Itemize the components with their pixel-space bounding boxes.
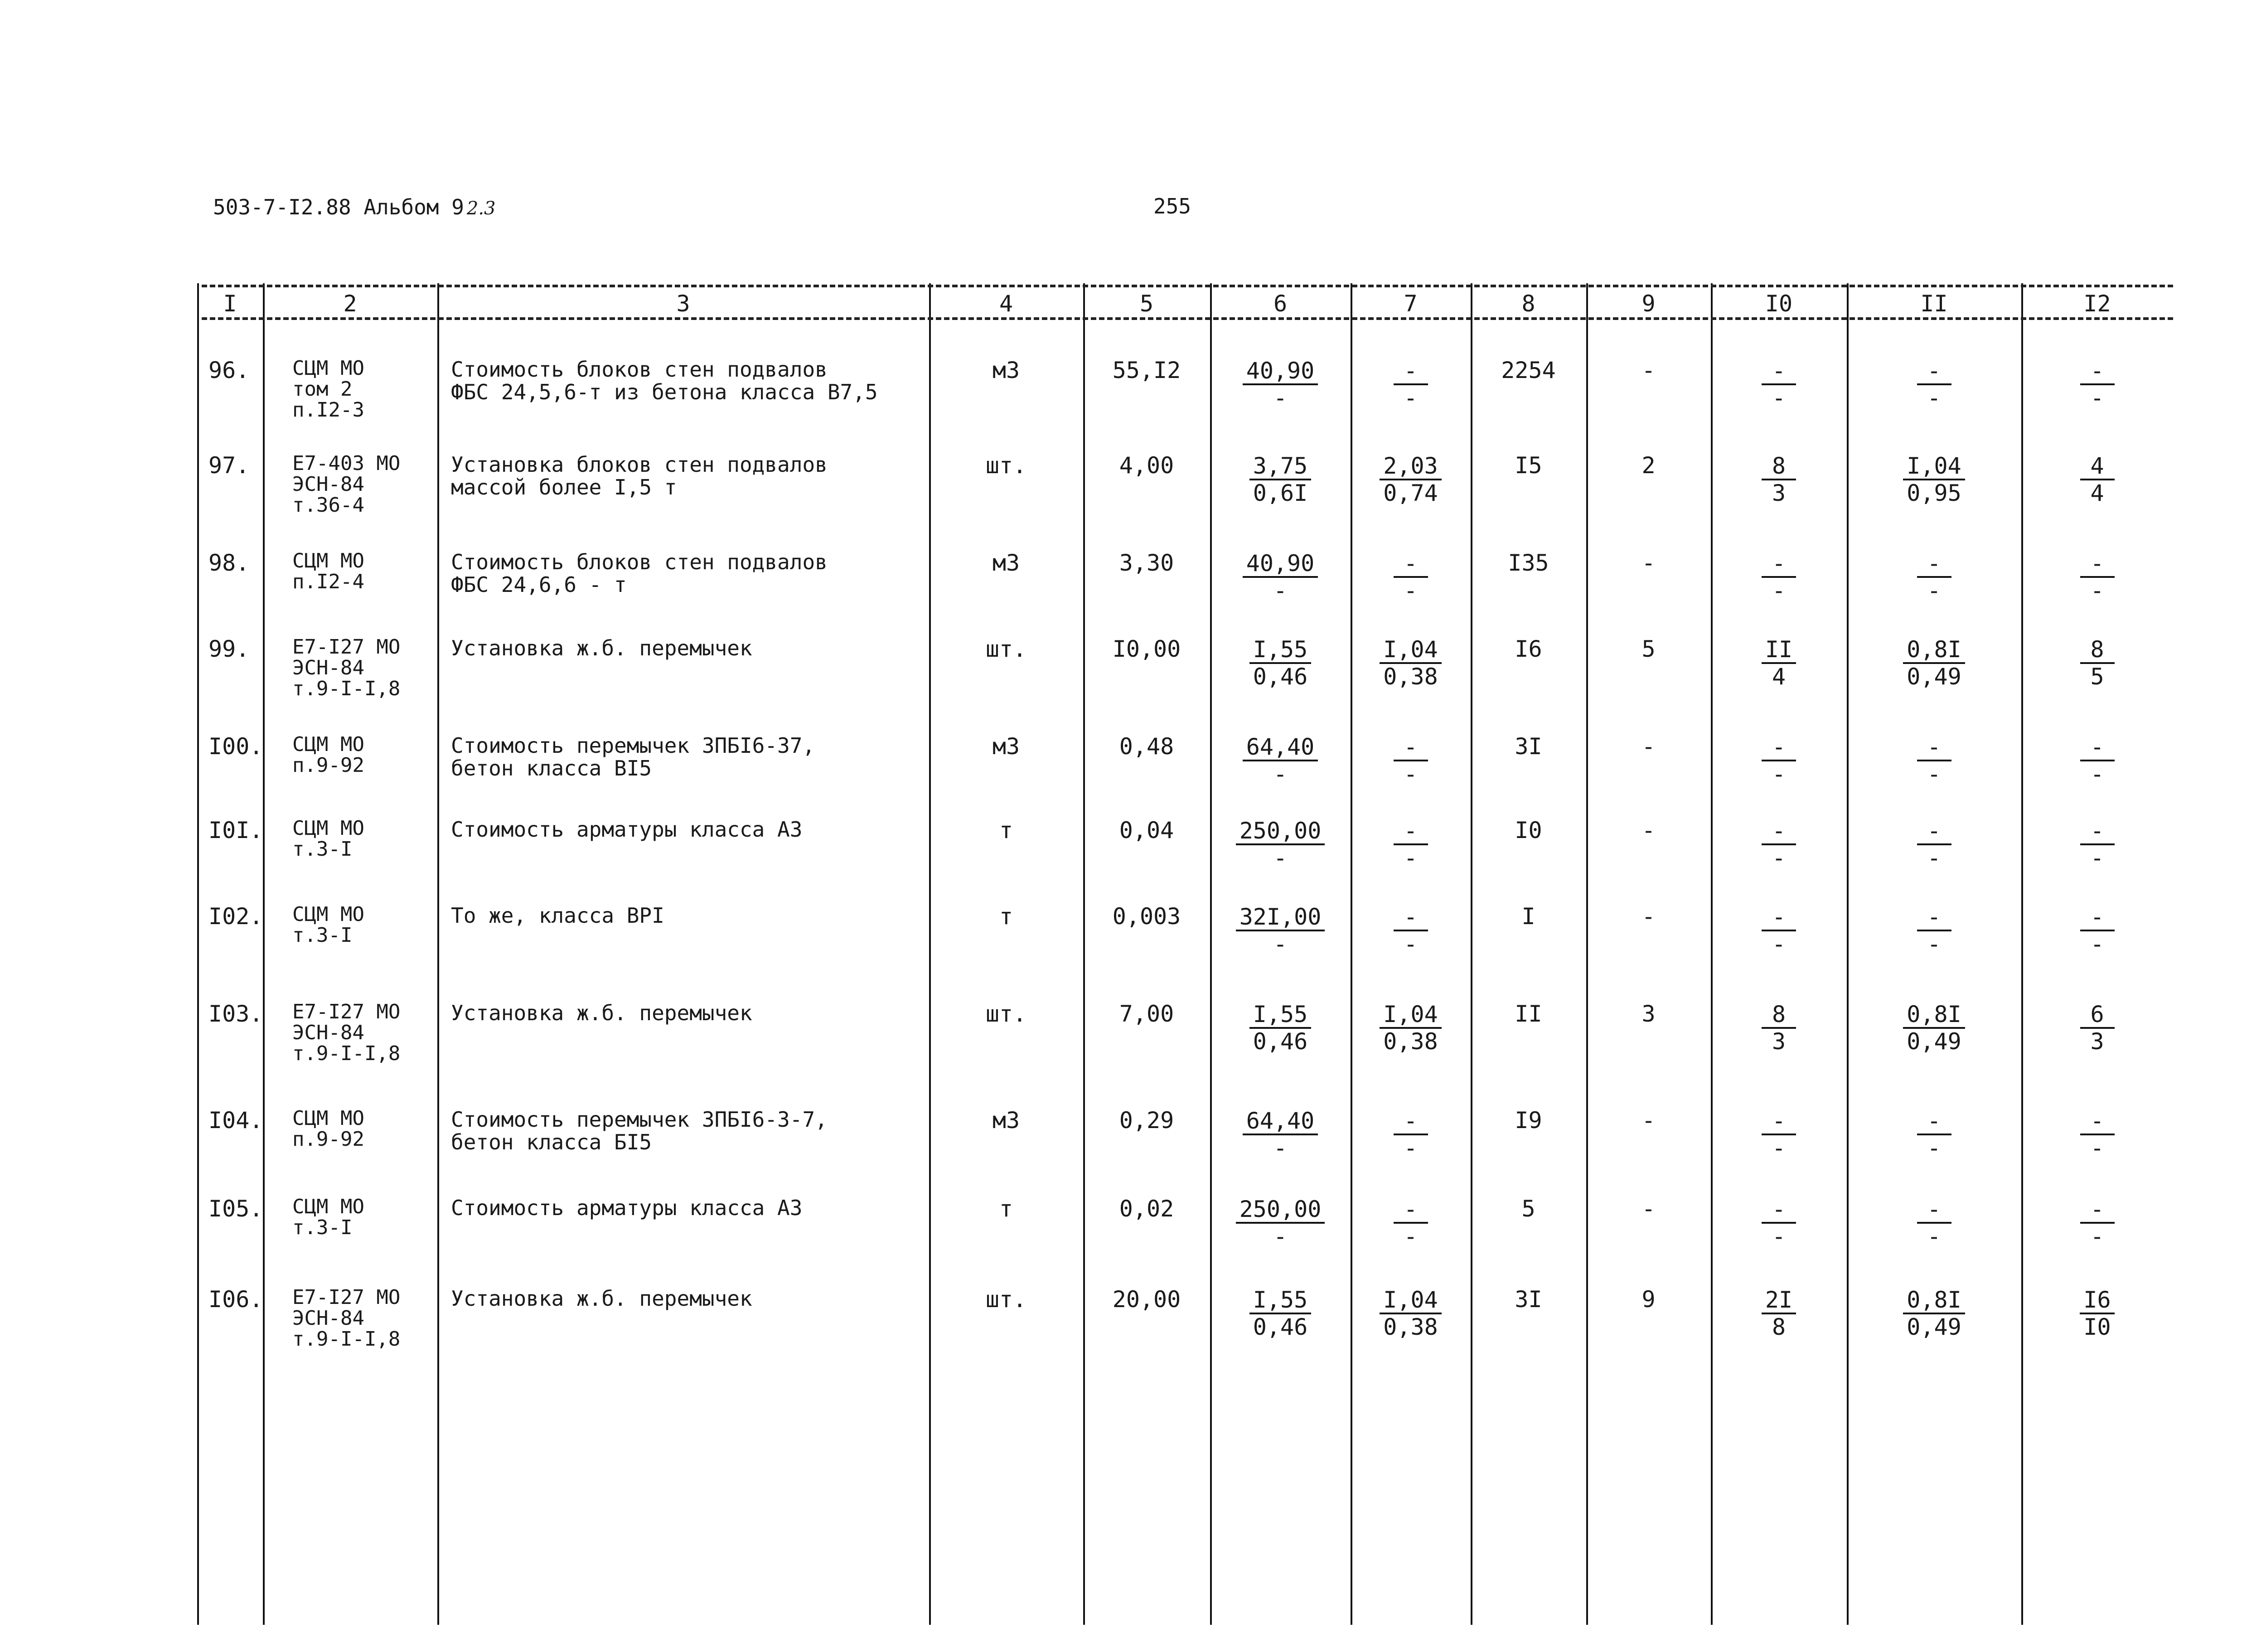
unit-cell: м3 <box>992 550 1020 576</box>
norm-code-line: т.9-I-I,8 <box>292 1327 401 1351</box>
work-description-line: Установка ж.б. перемычек <box>451 636 752 660</box>
work-description-line: То же, класса ВРI <box>451 903 664 928</box>
labor-unit-fraction-top: - <box>1917 358 1951 385</box>
wage-cell: - <box>1641 903 1656 930</box>
unit-cell: шт. <box>985 636 1027 662</box>
column-divider <box>437 283 439 1625</box>
unit-cost-fraction-bottom: 0,46 <box>1253 664 1308 690</box>
operation-cost-fraction-top: - <box>1394 551 1428 578</box>
operation-cost-fraction-bottom: - <box>1404 1223 1418 1250</box>
machine-cost-fraction <box>1711 818 1847 871</box>
unit-cost-fraction-bottom: - <box>1273 845 1288 871</box>
labor-unit-fraction-bottom: 0,49 <box>1907 664 1961 690</box>
page-number: 255 <box>1153 194 1191 218</box>
work-description-line: бетон класса БI5 <box>451 1130 652 1154</box>
norm-code-line: ЭСН-84 <box>292 656 364 679</box>
operation-cost-fraction-bottom: - <box>1404 385 1418 411</box>
machine-cost-fraction-top: - <box>1762 1108 1796 1135</box>
machine-cost-fraction-bottom: 3 <box>1772 1028 1786 1055</box>
quantity-cell: 20,00 <box>1112 1286 1181 1313</box>
unit-cell: т <box>999 1196 1013 1222</box>
column-divider <box>1471 283 1472 1625</box>
wage-cell: 5 <box>1641 636 1656 662</box>
operation-cost-fraction <box>1351 904 1471 957</box>
operation-cost-fraction <box>1351 734 1471 787</box>
work-description-line: Установка блоков стен подвалов <box>451 452 828 477</box>
labor-unit-fraction-bottom: 0,49 <box>1907 1314 1961 1340</box>
norm-code-line: п.9-92 <box>292 754 364 777</box>
norm-code-line: СЦМ МО <box>292 549 364 572</box>
column-header: I2 <box>2083 291 2111 317</box>
work-description-line: Стоимость перемычек ЗПБI6-37, <box>451 733 815 758</box>
norm-code-line: т.36-4 <box>292 494 364 517</box>
norm-code-line: СЦМ МО <box>292 817 364 840</box>
unit-cell: т <box>999 817 1013 843</box>
unit-cost-fraction-bottom: 0,46 <box>1253 1028 1308 1055</box>
labor-unit-fraction <box>1847 1108 2021 1161</box>
labor-unit-fraction <box>1847 734 2021 787</box>
labor-total-fraction-top: - <box>2080 1108 2115 1135</box>
column-header: 6 <box>1273 291 1288 317</box>
row-number: I02. <box>208 903 263 930</box>
column-divider <box>929 283 931 1625</box>
unit-cost-fraction-bottom: 0,6I <box>1253 480 1308 506</box>
machine-cost-fraction <box>1711 904 1847 957</box>
operation-cost-fraction-bottom: 0,74 <box>1383 480 1438 506</box>
work-description-line: Стоимость перемычек ЗПБI6-3-7, <box>451 1107 828 1132</box>
machine-cost-fraction-bottom: - <box>1772 931 1786 957</box>
total-cost-cell: I9 <box>1515 1107 1542 1134</box>
machine-cost-fraction-bottom: 3 <box>1772 480 1786 506</box>
work-description-line: Стоимость блоков стен подвалов <box>451 550 828 574</box>
labor-unit-fraction-bottom: - <box>1927 761 1941 787</box>
header-dashed-rule <box>202 317 2173 320</box>
machine-cost-fraction <box>1711 551 1847 603</box>
labor-total-fraction <box>2021 551 2173 603</box>
norm-code-line: ЭСН-84 <box>292 1307 364 1330</box>
header-dashed-rule <box>202 285 2173 287</box>
column-header: 7 <box>1404 291 1418 317</box>
labor-unit-fraction-top: 0,8I <box>1903 1287 1965 1314</box>
machine-cost-fraction <box>1711 358 1847 411</box>
norm-code-line: том 2 <box>292 378 353 401</box>
column-header: 5 <box>1139 291 1154 317</box>
norm-code-line: т.3-I <box>292 924 353 947</box>
quantity-cell: 55,I2 <box>1112 357 1181 383</box>
unit-cost-fraction-top: 64,40 <box>1243 734 1318 761</box>
labor-unit-fraction-top: - <box>1917 818 1951 845</box>
unit-cell: шт. <box>985 1001 1027 1027</box>
quantity-cell: 0,003 <box>1112 903 1181 930</box>
labor-total-fraction-bottom: 3 <box>2090 1028 2104 1055</box>
wage-cell: - <box>1641 1196 1656 1222</box>
total-cost-cell: 2254 <box>1501 357 1556 383</box>
machine-cost-fraction-top: - <box>1762 1197 1796 1224</box>
operation-cost-fraction-bottom: - <box>1404 761 1418 787</box>
labor-total-fraction-bottom: - <box>2090 1135 2104 1161</box>
row-number: 96. <box>208 357 250 383</box>
machine-cost-fraction-top: - <box>1762 358 1796 385</box>
labor-total-fraction-bottom: - <box>2090 931 2104 957</box>
labor-total-fraction-top: - <box>2080 1197 2115 1224</box>
unit-cost-fraction-top: I,55 <box>1249 1287 1311 1314</box>
quantity-cell: 0,29 <box>1119 1107 1174 1134</box>
unit-cost-fraction <box>1210 453 1351 506</box>
quantity-cell: 0,04 <box>1119 817 1174 843</box>
unit-cost-fraction <box>1210 818 1351 871</box>
norm-code-line: т.3-I <box>292 1216 353 1239</box>
labor-unit-fraction-bottom: - <box>1927 385 1941 411</box>
total-cost-cell: I6 <box>1515 636 1542 662</box>
operation-cost-fraction-top: I,04 <box>1380 1287 1441 1314</box>
norm-code-line: СЦМ МО <box>292 1195 364 1218</box>
machine-cost-fraction-bottom: - <box>1772 577 1786 604</box>
labor-total-fraction-top: 8 <box>2080 637 2115 664</box>
quantity-cell: 4,00 <box>1119 452 1174 479</box>
operation-cost-fraction <box>1351 1287 1471 1340</box>
operation-cost-fraction <box>1351 453 1471 506</box>
column-header: I <box>223 291 237 317</box>
wage-cell: 2 <box>1641 452 1656 479</box>
operation-cost-fraction-bottom: - <box>1404 931 1418 957</box>
labor-total-fraction <box>2021 637 2173 689</box>
machine-cost-fraction <box>1711 734 1847 787</box>
norm-code-line: п.I2-4 <box>292 570 364 593</box>
labor-unit-fraction <box>1847 1002 2021 1054</box>
unit-cost-fraction-bottom: - <box>1273 931 1288 957</box>
machine-cost-fraction-bottom: - <box>1772 845 1786 871</box>
operation-cost-fraction <box>1351 637 1471 689</box>
wage-cell: 3 <box>1641 1001 1656 1027</box>
operation-cost-fraction-top: - <box>1394 358 1428 385</box>
column-divider <box>263 283 265 1625</box>
unit-cost-fraction <box>1210 1108 1351 1161</box>
operation-cost-fraction-bottom: 0,38 <box>1383 1314 1438 1340</box>
unit-cost-fraction <box>1210 1197 1351 1249</box>
operation-cost-fraction-top: - <box>1394 1108 1428 1135</box>
wage-cell: - <box>1641 1107 1656 1134</box>
machine-cost-fraction <box>1711 637 1847 689</box>
wage-cell: - <box>1641 550 1656 576</box>
total-cost-cell: I5 <box>1515 452 1542 479</box>
row-number: I06. <box>208 1286 263 1313</box>
machine-cost-fraction-top: 8 <box>1762 453 1796 480</box>
wage-cell: - <box>1641 817 1656 843</box>
row-number: I03. <box>208 1001 263 1027</box>
row-number: 98. <box>208 550 250 576</box>
unit-cost-fraction-bottom: - <box>1273 577 1288 604</box>
labor-total-fraction <box>2021 1197 2173 1249</box>
machine-cost-fraction-bottom: - <box>1772 385 1786 411</box>
machine-cost-fraction-top: - <box>1762 818 1796 845</box>
labor-total-fraction-top: I6 <box>2080 1287 2114 1314</box>
wage-cell: - <box>1641 357 1656 383</box>
column-header: 4 <box>999 291 1013 317</box>
row-number: 99. <box>208 636 250 662</box>
column-header: 9 <box>1641 291 1656 317</box>
labor-unit-fraction-bottom: - <box>1927 1223 1941 1250</box>
work-description-line: ФБС 24,6,6 - т <box>451 572 627 597</box>
machine-cost-fraction <box>1711 1002 1847 1054</box>
operation-cost-fraction-top: - <box>1394 1197 1428 1224</box>
operation-cost-fraction-bottom: - <box>1404 577 1418 604</box>
unit-cost-fraction <box>1210 637 1351 689</box>
total-cost-cell: 3I <box>1515 733 1542 760</box>
machine-cost-fraction-bottom: - <box>1772 761 1786 787</box>
labor-total-fraction-top: 4 <box>2080 453 2115 480</box>
labor-unit-fraction-top: - <box>1917 1197 1951 1224</box>
labor-unit-fraction-bottom: 0,95 <box>1907 480 1961 506</box>
unit-cost-fraction-bottom: - <box>1273 1135 1288 1161</box>
labor-unit-fraction-bottom: - <box>1927 577 1941 604</box>
column-divider <box>1083 283 1085 1625</box>
labor-total-fraction-top: 6 <box>2080 1002 2115 1029</box>
unit-cell: м3 <box>992 1107 1020 1134</box>
wage-cell: 9 <box>1641 1286 1656 1313</box>
labor-total-fraction <box>2021 818 2173 871</box>
labor-unit-fraction <box>1847 1287 2021 1340</box>
labor-total-fraction-bottom: - <box>2090 1223 2104 1250</box>
work-description-line: бетон класса ВI5 <box>451 756 652 780</box>
column-header: II <box>1920 291 1948 317</box>
unit-cost-fraction <box>1210 904 1351 957</box>
document-code: 503-7-I2.88 Альбом 9 2.3 <box>213 195 496 219</box>
quantity-cell: I0,00 <box>1112 636 1181 662</box>
machine-cost-fraction <box>1711 1197 1847 1249</box>
machine-cost-fraction-top: - <box>1762 904 1796 931</box>
unit-cost-fraction-top: 250,00 <box>1236 1197 1325 1224</box>
unit-cost-fraction-top: 32I,00 <box>1236 904 1325 931</box>
machine-cost-fraction-top: 2I <box>1762 1287 1796 1314</box>
unit-cost-fraction-top: 40,90 <box>1243 358 1318 385</box>
machine-cost-fraction-top: - <box>1762 551 1796 578</box>
row-number: I05. <box>208 1196 263 1222</box>
unit-cost-fraction-top: I,55 <box>1249 637 1311 664</box>
labor-total-fraction-bottom: 4 <box>2090 480 2104 506</box>
labor-total-fraction <box>2021 734 2173 787</box>
operation-cost-fraction-top: I,04 <box>1380 1002 1441 1029</box>
unit-cost-fraction-bottom: - <box>1273 1223 1288 1250</box>
labor-total-fraction-top: - <box>2080 358 2115 385</box>
work-description-line: Стоимость арматуры класса А3 <box>451 817 803 842</box>
labor-total-fraction-top: - <box>2080 734 2115 761</box>
unit-cell: т <box>999 903 1013 930</box>
total-cost-cell: 3I <box>1515 1286 1542 1313</box>
labor-total-fraction <box>2021 1287 2173 1340</box>
labor-unit-fraction-bottom: 0,49 <box>1907 1028 1961 1055</box>
unit-cost-fraction-top: 40,90 <box>1243 551 1318 578</box>
machine-cost-fraction-bottom: 4 <box>1772 664 1786 690</box>
unit-cost-fraction <box>1210 734 1351 787</box>
column-header: 2 <box>343 291 357 317</box>
column-divider <box>1586 283 1588 1625</box>
norm-code-line: Е7-403 МО <box>292 452 401 475</box>
labor-total-fraction-top: - <box>2080 904 2115 931</box>
norm-code-line: ЭСН-84 <box>292 1021 364 1044</box>
wage-cell: - <box>1641 733 1656 760</box>
machine-cost-fraction <box>1711 453 1847 506</box>
labor-total-fraction-bottom: I0 <box>2083 1314 2111 1340</box>
machine-cost-fraction-bottom: - <box>1772 1223 1786 1250</box>
labor-unit-fraction-bottom: - <box>1927 931 1941 957</box>
labor-total-fraction-bottom: - <box>2090 761 2104 787</box>
operation-cost-fraction-top: - <box>1394 904 1428 931</box>
unit-cost-fraction-bottom: - <box>1273 385 1288 411</box>
labor-unit-fraction <box>1847 358 2021 411</box>
labor-total-fraction-bottom: - <box>2090 385 2104 411</box>
operation-cost-fraction <box>1351 818 1471 871</box>
labor-unit-fraction-bottom: - <box>1927 845 1941 871</box>
work-description-line: массой более I,5 т <box>451 475 677 499</box>
unit-cost-fraction-bottom: 0,46 <box>1253 1314 1308 1340</box>
machine-cost-fraction-bottom: - <box>1772 1135 1786 1161</box>
unit-cost-fraction-top: 250,00 <box>1236 818 1325 845</box>
labor-unit-fraction-top: - <box>1917 734 1951 761</box>
operation-cost-fraction <box>1351 1197 1471 1249</box>
labor-unit-fraction <box>1847 1197 2021 1249</box>
norm-code-line: Е7-I27 МО <box>292 1000 401 1023</box>
labor-total-fraction-bottom: - <box>2090 845 2104 871</box>
unit-cell: м3 <box>992 733 1020 760</box>
unit-cell: шт. <box>985 1286 1027 1313</box>
machine-cost-fraction-top: II <box>1762 637 1796 664</box>
unit-cost-fraction-top: 64,40 <box>1243 1108 1318 1135</box>
unit-cost-fraction <box>1210 551 1351 603</box>
unit-cost-fraction <box>1210 1287 1351 1340</box>
work-description-line: Стоимость арматуры класса А3 <box>451 1196 803 1220</box>
norm-code-line: Е7-I27 МО <box>292 635 401 659</box>
unit-cell: шт. <box>985 452 1027 479</box>
machine-cost-fraction-top: - <box>1762 734 1796 761</box>
work-description-line: ФБС 24,5,6-т из бетона класса В7,5 <box>451 380 878 404</box>
norm-code-line: ЭСН-84 <box>292 473 364 496</box>
labor-total-fraction <box>2021 1108 2173 1161</box>
operation-cost-fraction <box>1351 551 1471 603</box>
machine-cost-fraction <box>1711 1287 1847 1340</box>
norm-code-line: т.9-I-I,8 <box>292 1042 401 1065</box>
work-description-line: Стоимость блоков стен подвалов <box>451 357 828 382</box>
column-header: 3 <box>676 291 690 317</box>
unit-cost-fraction-bottom: - <box>1273 761 1288 787</box>
unit-cost-fraction-top: I,55 <box>1249 1002 1311 1029</box>
labor-total-fraction-bottom: 5 <box>2090 664 2104 690</box>
total-cost-cell: I0 <box>1515 817 1542 843</box>
row-number: 97. <box>208 452 250 479</box>
operation-cost-fraction <box>1351 358 1471 411</box>
column-divider <box>197 283 199 1625</box>
labor-total-fraction <box>2021 358 2173 411</box>
labor-unit-fraction-top: I,04 <box>1903 453 1965 480</box>
norm-code-line: СЦМ МО <box>292 357 364 380</box>
operation-cost-fraction-top: - <box>1394 734 1428 761</box>
labor-unit-fraction-top: - <box>1917 1108 1951 1135</box>
norm-code-line: т.9-I-I,8 <box>292 677 401 700</box>
norm-code-line: п.I2-3 <box>292 398 364 421</box>
operation-cost-fraction-top: - <box>1394 818 1428 845</box>
machine-cost-fraction <box>1711 1108 1847 1161</box>
work-description-line: Установка ж.б. перемычек <box>451 1286 752 1311</box>
quantity-cell: 0,02 <box>1119 1196 1174 1222</box>
labor-unit-fraction <box>1847 904 2021 957</box>
quantity-cell: 7,00 <box>1119 1001 1174 1027</box>
machine-cost-fraction-top: 8 <box>1762 1002 1796 1029</box>
norm-code-line: СЦМ МО <box>292 733 364 756</box>
quantity-cell: 0,48 <box>1119 733 1174 760</box>
total-cost-cell: 5 <box>1521 1196 1535 1222</box>
operation-cost-fraction-top: I,04 <box>1380 637 1441 664</box>
work-description-line: Установка ж.б. перемычек <box>451 1001 752 1025</box>
norm-code-line: т.3-I <box>292 838 353 861</box>
labor-unit-fraction-top: 0,8I <box>1903 1002 1965 1029</box>
labor-total-fraction-top: - <box>2080 551 2115 578</box>
operation-cost-fraction-bottom: 0,38 <box>1383 1028 1438 1055</box>
total-cost-cell: II <box>1515 1001 1542 1027</box>
row-number: I04. <box>208 1107 263 1134</box>
unit-cost-fraction <box>1210 1002 1351 1054</box>
unit-cost-fraction <box>1210 358 1351 411</box>
labor-unit-fraction <box>1847 637 2021 689</box>
handwritten-album-note: 2.3 <box>466 198 496 219</box>
column-header: 8 <box>1521 291 1535 317</box>
labor-unit-fraction-bottom: - <box>1927 1135 1941 1161</box>
operation-cost-fraction-bottom: - <box>1404 845 1418 871</box>
labor-total-fraction <box>2021 453 2173 506</box>
labor-total-fraction <box>2021 904 2173 957</box>
operation-cost-fraction <box>1351 1002 1471 1054</box>
labor-unit-fraction-top: 0,8I <box>1903 637 1965 664</box>
total-cost-cell: I <box>1521 903 1535 930</box>
operation-cost-fraction-bottom: - <box>1404 1135 1418 1161</box>
operation-cost-fraction <box>1351 1108 1471 1161</box>
labor-unit-fraction-top: - <box>1917 904 1951 931</box>
norm-code-line: СЦМ МО <box>292 903 364 926</box>
column-header: I0 <box>1765 291 1793 317</box>
norm-code-line: Е7-I27 МО <box>292 1286 401 1309</box>
labor-unit-fraction <box>1847 453 2021 506</box>
unit-cell: м3 <box>992 357 1020 383</box>
labor-unit-fraction <box>1847 818 2021 871</box>
norm-code-line: п.9-92 <box>292 1128 364 1151</box>
labor-total-fraction-bottom: - <box>2090 577 2104 604</box>
labor-total-fraction-top: - <box>2080 818 2115 845</box>
norm-code-line: СЦМ МО <box>292 1107 364 1130</box>
labor-total-fraction <box>2021 1002 2173 1054</box>
row-number: I0I. <box>208 817 263 843</box>
operation-cost-fraction-bottom: 0,38 <box>1383 664 1438 690</box>
row-number: I00. <box>208 733 263 760</box>
total-cost-cell: I35 <box>1508 550 1549 576</box>
labor-unit-fraction-top: - <box>1917 551 1951 578</box>
machine-cost-fraction-bottom: 8 <box>1772 1314 1786 1340</box>
quantity-cell: 3,30 <box>1119 550 1174 576</box>
operation-cost-fraction-top: 2,03 <box>1380 453 1441 480</box>
unit-cost-fraction-top: 3,75 <box>1249 453 1311 480</box>
labor-unit-fraction <box>1847 551 2021 603</box>
